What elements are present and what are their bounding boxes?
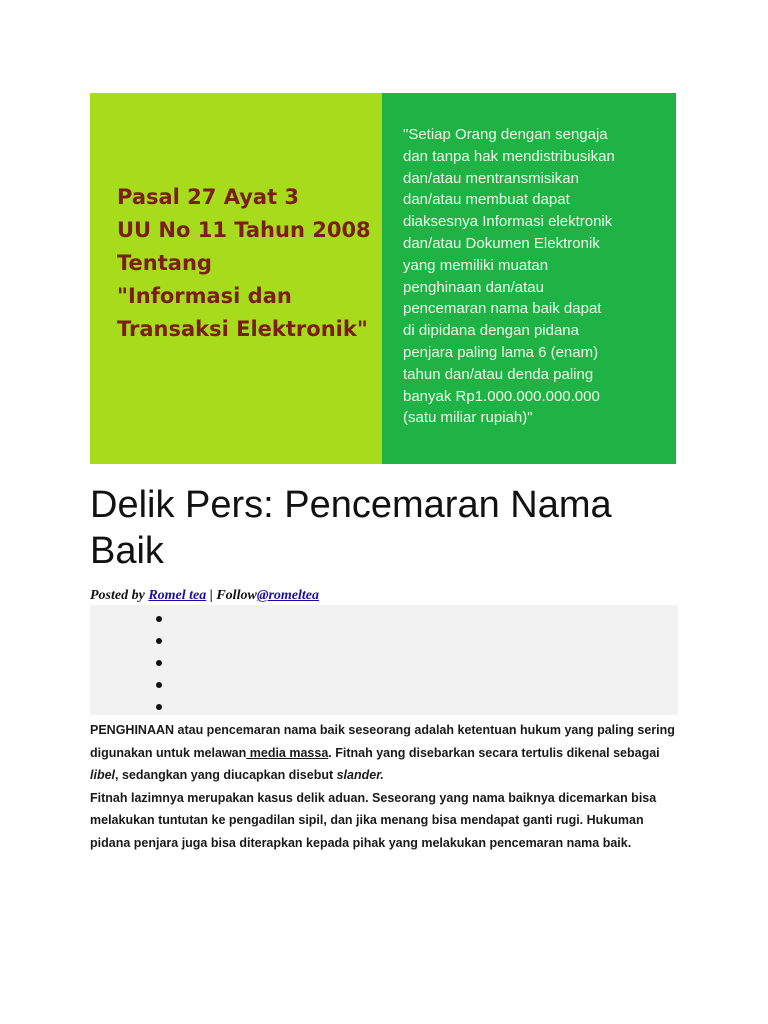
banner-title-line: Pasal 27 Ayat 3: [117, 185, 300, 209]
article-paragraph: Fitnah lazimnya merupakan kasus delik aduan. Seseorang yang nama baiknya dicemarkan bisa melakukan tuntutan ke pengadilan sipil, dan jika menang bisa mendapat ganti rugi. Hukuman pidana penjara juga bisa diterapkan kepada pihak yang melakukan pencemaran nama baik.: [90, 790, 657, 850]
banner-title-line: UU No 11 Tahun 2008: [117, 218, 371, 242]
banner-title-line: Tentang: [117, 251, 212, 275]
banner-quote-line: di dipidana dengan pidana: [403, 322, 579, 340]
media-massa-link[interactable]: media massa: [246, 745, 329, 760]
libel-term: libel: [90, 768, 116, 782]
banner-quote-line: dan tanpa hak mendistribusikan: [403, 147, 615, 165]
banner-quote: [403, 124, 615, 429]
banner-title-line: "Informasi dan: [117, 284, 292, 308]
banner-quote-line: yang memiliki muatan: [403, 256, 549, 274]
posted-by-label: Posted by: [90, 588, 149, 603]
banner-quote-line: dan/atau Dokumen Elektronik: [403, 234, 600, 252]
article-body: [90, 719, 680, 854]
banner-quote-line: pencemaran nama baik dapat: [403, 300, 602, 318]
share-bullet-list: [90, 605, 678, 715]
article-paragraph: [90, 719, 680, 787]
banner-quote-line: penjara paling lama 6 (enam): [403, 343, 599, 361]
bullet-dot: [156, 704, 162, 710]
banner-quote-line: penghinaan dan/atau: [403, 278, 544, 296]
bullet-dot: [156, 660, 162, 666]
bullet-dot: [156, 682, 162, 688]
banner-title-line: Transaksi Elektronik": [117, 317, 368, 341]
banner-quote-line: banyak Rp1.000.000.000.000: [403, 387, 600, 405]
banner-quote-line: dan/atau mentransmisikan: [403, 169, 579, 187]
banner-title: [117, 181, 371, 346]
slander-term: slander.: [336, 768, 384, 782]
banner-image: [90, 93, 676, 464]
article-text: PENGHINAAN atau pencemaran nama baik seseorang adalah ketentuan hukum yang paling sering digunakan untuk melawan: [90, 723, 675, 760]
bullet-dot: [156, 638, 162, 644]
bullet-dot: [156, 616, 162, 622]
twitter-handle-link[interactable]: @romeltea: [256, 588, 320, 603]
article-text: . Fitnah yang disebarkan secara tertulis dikenal sebagai: [328, 745, 660, 760]
banner-quote-line: dan/atau membuat dapat: [403, 191, 570, 209]
banner-left-panel: [90, 93, 382, 464]
banner-quote-line: (satu miliar rupiah)": [403, 409, 533, 427]
banner-quote-line: diaksesnya Informasi elektronik: [403, 213, 613, 231]
article-headline: Delik Pers: Pencemaran Nama Baik: [90, 484, 612, 572]
banner-quote-line: tahun dan/atau denda paling: [403, 365, 594, 383]
banner-right-panel: [382, 93, 676, 464]
follow-label: | Follow: [206, 588, 257, 603]
article-text: , sedangkan yang diucapkan disebut: [115, 768, 337, 782]
byline: [90, 588, 319, 604]
author-link[interactable]: Romel tea: [148, 588, 207, 603]
banner-quote-line: "Setiap Orang dengan sengaja: [403, 126, 608, 143]
